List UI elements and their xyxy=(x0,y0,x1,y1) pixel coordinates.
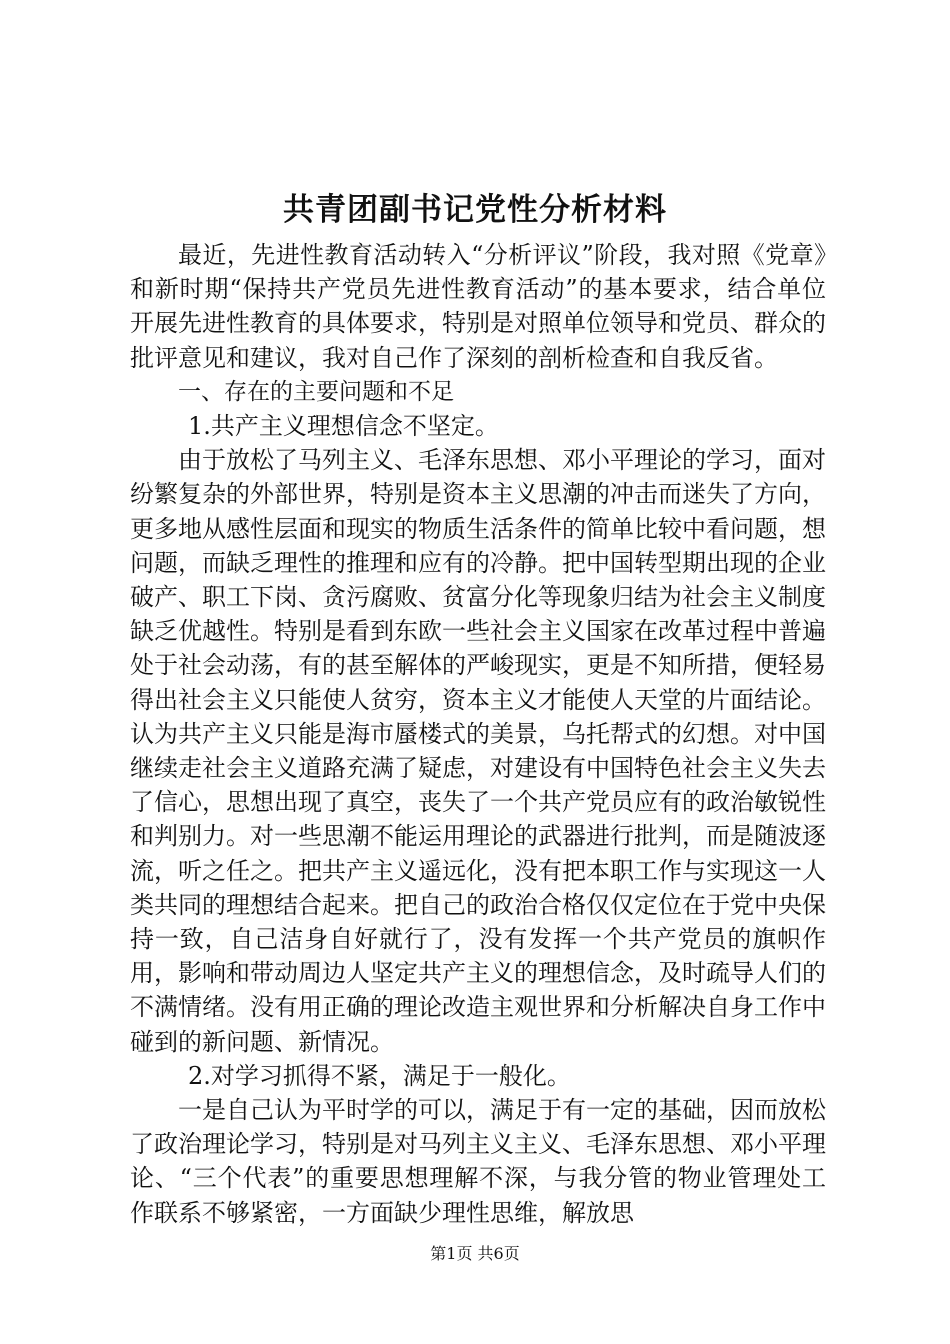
item-heading-2: 2.对学习抓得不紧，满足于一般化。 xyxy=(188,1061,571,1090)
document-title: 共青团副书记党性分析材料 xyxy=(283,192,667,228)
item-body-1: 由于放松了马列主义、毛泽东思想、邓小平理论的学习，面对纷繁复杂的外部世界，特别是资本主义思潮的冲击而迷失了方向，更多地从感性层面和现实的物质生活条件的简单比较中看问题，想问题，而缺乏理性的推理和应有的冷静。把中国转型期出现的企业破产、职工下岗、贪污腐败、贫富分化等现象归结为社会主义制度缺乏优越性。特别是看到东欧一些社会主义国家在改革过程中普遍处于社会动荡，有的甚至解体的严峻现实，更是不知所措，便轻易得出社会主义只能使人贫穷，资本主义才能使人天堂的片面结论。认为共产主义只能是海市蜃楼式的美景，乌托帮式的幻想。对中国继续走社会主义道路充满了疑虑，对建设有中国特色社会主义失去了信心，思想出现了真空，丧失了一个共产党员应有的政治敏锐性和判别力。对一些思潮不能运用理论的武器进行批判，而是随波逐流，听之任之。把共产主义遥远化，没有把本职工作与实现这一人类共同的理想结合起来。把自己的政治合格仅仅定位在于党中央保持一致，自己洁身自好就行了，没有发挥一个共产党员的旗帜作用，影响和带动周边人坚定共产主义的理想信念，及时疏导人们的不满情绪。没有用正确的理论改造主观世界和分析解决自身工作中碰到的新问题、新情况。 xyxy=(130,446,826,1056)
item-body-2: 一是自己认为平时学的可以，满足于有一定的基础，因而放松了政治理论学习，特别是对马列主义主义、毛泽东思想、邓小平理论、“三个代表”的重要思想理解不深，与我分管的物业管理处工作联系不够紧密，一方面缺少理性思维，解放思 xyxy=(130,1096,826,1227)
section-heading-1: 一、存在的主要问题和不足 xyxy=(178,378,454,405)
intro-paragraph: 最近，先进性教育活动转入“分析评议”阶段，我对照《党章》和新时期“保持共产党员先进性教育活动”的基本要求，结合单位开展先进性教育的具体要求，特别是对照单位领导和党员、群众的批评意见和建议，我对自己作了深刻的剖析检查和自我反省。 xyxy=(130,241,826,372)
item-heading-1: 1.共产主义理想信念不坚定。 xyxy=(188,412,499,441)
page-footer: 第1页 共6页 xyxy=(430,1244,520,1263)
document-body xyxy=(130,238,826,1230)
